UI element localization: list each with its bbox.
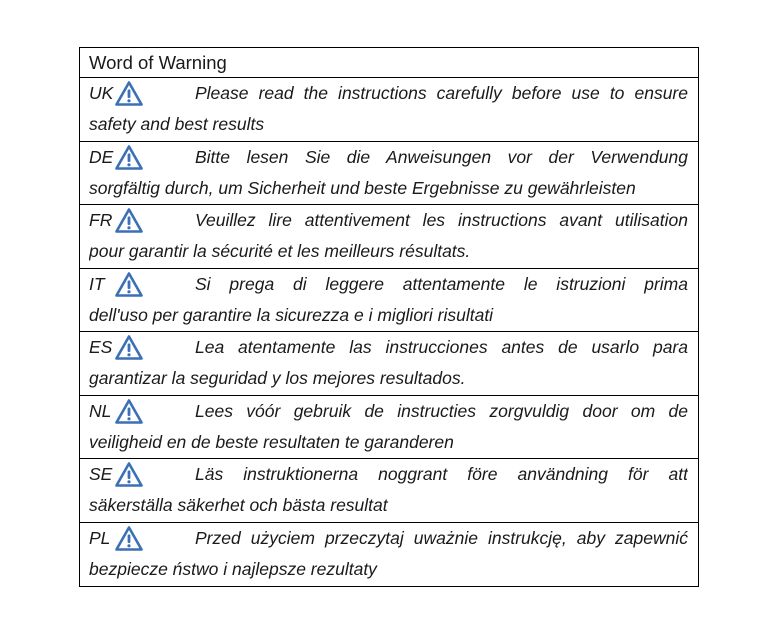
warning-text-line2: säkerställa säkerhet och bästa resultat (89, 495, 388, 515)
warning-text-line2: safety and best results (89, 114, 265, 134)
warning-text-line1: Przed użyciem przeczytaj uważnie instrukcję, aby zapewnić (195, 527, 688, 548)
language-code: FR (89, 210, 113, 230)
warning-text-line2: sorgfältig durch, um Sicherheit und beste Ergebnisse zu gewährleisten (89, 177, 636, 198)
language-row-fr (80, 205, 698, 269)
warning-triangle-icon (115, 208, 143, 233)
language-code: DE (89, 146, 114, 167)
language-row-uk (80, 78, 698, 142)
language-code: IT (89, 273, 105, 294)
warning-text-line2: dell'uso per garantire la sicurezza e i migliori risultati (89, 304, 494, 325)
warning-text-line1: Si prega di leggere attentamente le istruzioni prima (195, 273, 688, 294)
warning-text-line2: pour garantir la sécurité et les meilleurs résultats. (89, 241, 471, 261)
warning-table (79, 47, 699, 587)
language-row-pl (80, 523, 698, 587)
warning-triangle-icon (115, 81, 143, 106)
row-first-line (89, 396, 688, 427)
row-first-line (89, 142, 688, 173)
warning-text-line2: veiligheid en de beste resultaten te garanderen (89, 431, 454, 452)
row-first-line (89, 332, 688, 363)
language-code: PL (89, 527, 111, 548)
warning-text-line1: Lees vóór gebruik de instructies zorgvuldig door om de (195, 400, 688, 421)
row-first-line (89, 205, 688, 236)
warning-triangle-icon (115, 272, 143, 297)
warning-text-line2: bezpiecze ństwo i najlepsze rezultaty (89, 558, 377, 579)
language-rows (80, 78, 698, 586)
warning-text-line1: Please read the instructions carefully before use to ensure (195, 83, 688, 103)
table-title: Word of Warning (80, 48, 698, 78)
language-row-it (80, 269, 698, 333)
row-first-line (89, 269, 688, 300)
row-first-line (89, 78, 688, 109)
warning-text-line1: Lea atentamente las instrucciones antes de usarlo para (195, 337, 688, 357)
warning-text-line1: Läs instruktionerna noggrant före användning för att (195, 464, 688, 484)
warning-triangle-icon (115, 335, 143, 360)
row-first-line (89, 459, 688, 490)
warning-text-line2: garantizar la seguridad y los mejores resultados. (89, 368, 466, 388)
language-row-se (80, 459, 698, 523)
language-code: ES (89, 337, 113, 357)
row-first-line (89, 523, 688, 554)
language-code: NL (89, 400, 112, 421)
warning-triangle-icon (115, 526, 143, 551)
language-row-es (80, 332, 698, 396)
language-row-de (80, 142, 698, 206)
warning-triangle-icon (115, 399, 143, 424)
language-code: SE (89, 464, 113, 484)
language-code: UK (89, 83, 114, 103)
warning-triangle-icon (115, 145, 143, 170)
warning-text-line1: Bitte lesen Sie die Anweisungen vor der Verwendung (195, 146, 688, 167)
warning-triangle-icon (115, 462, 143, 487)
language-row-nl (80, 396, 698, 460)
warning-text-line1: Veuillez lire attentivement les instructions avant utilisation (195, 210, 688, 230)
